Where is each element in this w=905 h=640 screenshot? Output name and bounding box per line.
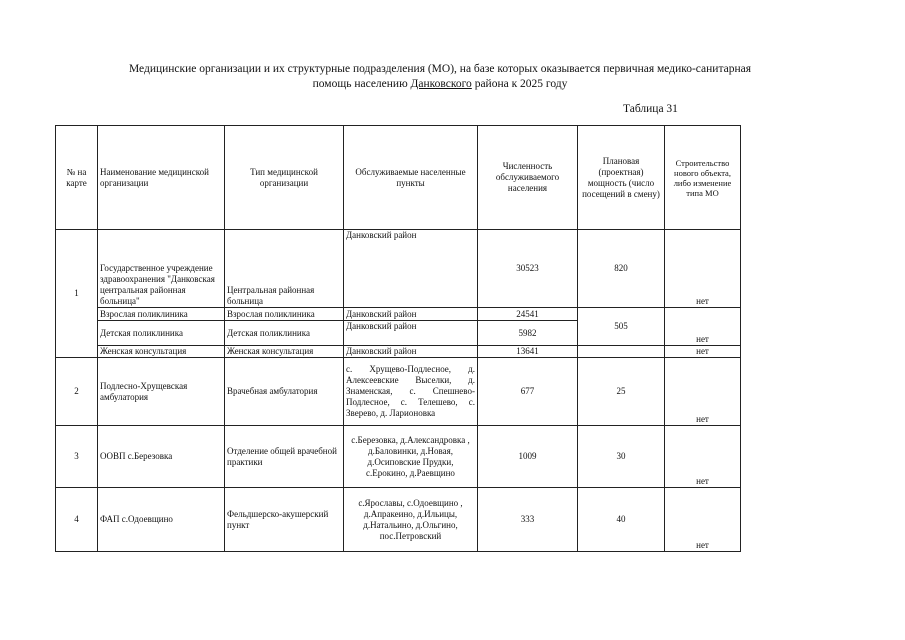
- row1b-type: Детская поликлиника: [225, 321, 344, 346]
- row1b-construction: нет: [665, 308, 741, 346]
- table-row: [56, 230, 741, 308]
- row4-capacity: 40: [578, 488, 665, 552]
- row4-population: 333: [478, 488, 578, 552]
- row3-capacity: 30: [578, 426, 665, 488]
- row3-population: 1009: [478, 426, 578, 488]
- row1c-name: Женская консультация: [98, 346, 225, 358]
- row2-served: с. Хрущево-Подлесное, д. Алексеевские Выселки, д. Знаменская, с. Спешнево-Подлесное, с. Телешево, с. Зверево, д. Ларионовка: [344, 358, 478, 426]
- row1c-served: Данковский район: [344, 346, 478, 358]
- row1-type: Центральная районная больница: [225, 230, 344, 308]
- header-construction: Строительство нового объекта, либо изменение типа МО: [665, 126, 741, 230]
- row1-served: Данковский район: [344, 230, 478, 308]
- row1-name: Государственное учреждение здравоохранения "Данковская центральная районная больница": [98, 230, 225, 308]
- table-row: [56, 346, 741, 358]
- row1c-construction: нет: [665, 346, 741, 358]
- row1b-name: Детская поликлиника: [98, 321, 225, 346]
- title-line-2: [40, 77, 840, 92]
- row1a-type: Взрослая поликлиника: [225, 308, 344, 321]
- row2-type: Врачебная амбулатория: [225, 358, 344, 426]
- title-line-1: Медицинские организации и их структурные подразделения (МО), на базе которых оказывается первичная медико-санитарная: [128, 63, 752, 75]
- row2-population: 677: [478, 358, 578, 426]
- row2-num: 2: [56, 358, 98, 426]
- row1-construction: нет: [665, 230, 741, 308]
- row1-num: 1: [56, 230, 98, 358]
- row2-construction: нет: [665, 358, 741, 426]
- row2-name: Подлесно-Хрущевская амбулатория: [98, 358, 225, 426]
- title-line-2-post: района к 2025 году: [471, 78, 568, 90]
- row1-capacity: 820: [578, 230, 665, 308]
- row4-name: ФАП с.Одоевщино: [98, 488, 225, 552]
- table-row: [56, 308, 741, 321]
- document-title: [40, 62, 840, 92]
- row1a-served: Данковский район: [344, 308, 478, 321]
- row3-num: 3: [56, 426, 98, 488]
- row1-population: 30523: [478, 230, 578, 308]
- row3-name: ООВП с.Березовка: [98, 426, 225, 488]
- row4-type: Фельдшерско-акушерский пункт: [225, 488, 344, 552]
- facilities-table: [55, 125, 741, 552]
- row3-construction: нет: [665, 426, 741, 488]
- row1a-population: 24541: [478, 308, 578, 321]
- row1b-served: Данковский район: [344, 321, 478, 346]
- row1b-capacity: 505: [578, 308, 665, 346]
- row4-construction: нет: [665, 488, 741, 552]
- row4-num: 4: [56, 488, 98, 552]
- header-served: Обслуживаемые населенные пункты: [344, 126, 478, 230]
- row3-type: Отделение общей врачебной практики: [225, 426, 344, 488]
- title-line-2-pre: помощь населению: [312, 78, 411, 90]
- header-type: Тип медицинской организации: [225, 126, 344, 230]
- row1c-population: 13641: [478, 346, 578, 358]
- table-row: [56, 358, 741, 426]
- row3-served: с.Березовка, д.Александровка , д.Баловинки, д.Новая, д.Осиповские Прудки, с.Ерокино, д.Раевщино: [344, 426, 478, 488]
- title-district: Данковского: [410, 78, 472, 90]
- header-num: № на карте: [56, 126, 98, 230]
- header-capacity: Плановая (проектная) мощность (число посещений в смену): [578, 126, 665, 230]
- row1c-type: Женская консультация: [225, 346, 344, 358]
- row1b-population: 5982: [478, 321, 578, 346]
- row1c-capacity: [578, 346, 665, 358]
- row1a-name: Взрослая поликлиника: [98, 308, 225, 321]
- row4-served: с.Ярославы, с.Одоевщино , д.Апракеино, д.Ильицы, д.Натальино, д.Ольгино, пос.Петровский: [344, 488, 478, 552]
- row2-capacity: 25: [578, 358, 665, 426]
- table-row: [56, 426, 741, 488]
- header-name: Наименование медицинской организации: [98, 126, 225, 230]
- table-row: [56, 488, 741, 552]
- header-population: Численность обслуживаемого населения: [478, 126, 578, 230]
- table-number: Таблица 31: [623, 103, 678, 115]
- table-header-row: [56, 126, 741, 230]
